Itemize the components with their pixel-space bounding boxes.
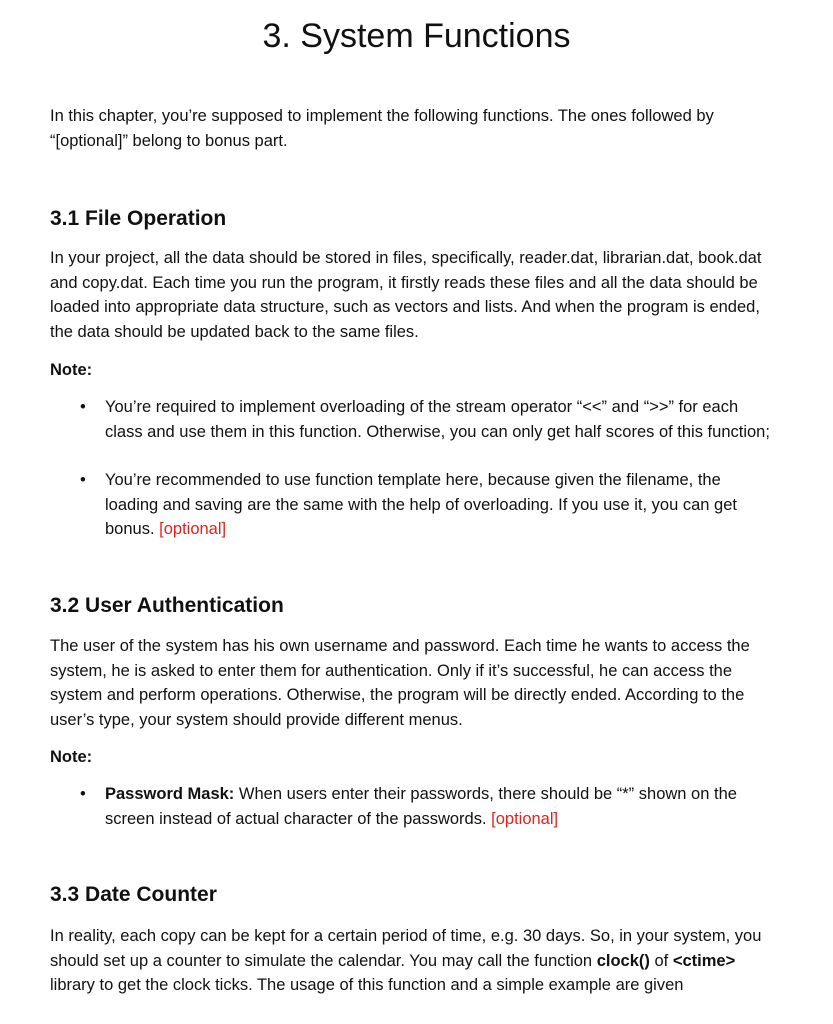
list-item-text <box>105 782 770 831</box>
list-item-text: You’re required to implement overloading of the stream operator “<<” and “>>” for each class and use them in this function. Otherwise, you can only get half scores of this function; <box>105 398 770 441</box>
ctime-library-name: <ctime> <box>672 951 736 970</box>
list-item-body: You’re recommended to use function template here, because given the filename, the loading and saving are the same with the help of overloading. If you use it, you can get bonus. <box>105 471 737 538</box>
note-label: Note: <box>50 748 93 766</box>
section-heading-file-operation: 3.1 File Operation <box>50 207 227 230</box>
date-counter-text-1: In reality, each copy can be kept for a certain period of time, e.g. 30 days. So, in your system, you should set up a counter to simulate the calendar. You may call the function <box>50 927 762 970</box>
note-label: Note: <box>50 361 93 379</box>
section-heading-date-counter: 3.3 Date Counter <box>50 883 217 906</box>
bullet-icon: • <box>80 785 86 803</box>
section-body-user-authentication: The user of the system has his own username and password. Each time he wants to access the system, he is asked to enter them for authentication. Only if it’s successful, he can access the system and perform operations. Otherwise, the program will be directly ended. According to the user’s type, your system should provide different menus. <box>50 637 750 729</box>
bullet-icon: • <box>80 471 86 489</box>
optional-tag: [optional] <box>491 809 559 828</box>
section-body-date-counter <box>50 924 765 998</box>
optional-tag: [optional] <box>159 520 227 538</box>
date-counter-text-3: library to get the clock ticks. The usage of this function and a simple example are given <box>50 976 684 994</box>
date-counter-text-2: of <box>654 951 669 970</box>
list-item <box>80 782 770 831</box>
list-item-body: When users enter their passwords, there should be “*” shown on the screen instead of actual character of the passwords. <box>105 785 737 828</box>
password-mask-label: Password Mask: <box>105 785 235 803</box>
page-title: 3. System Functions <box>262 17 571 55</box>
list-item <box>80 395 770 444</box>
intro-paragraph: In this chapter, you’re supposed to implement the following functions. The ones followed by “[optional]” belong to bonus part. <box>50 107 714 150</box>
clock-function-name: clock() <box>596 951 650 970</box>
list-item-text <box>105 468 770 542</box>
list-item <box>80 468 770 542</box>
section-body-file-operation: In your project, all the data should be stored in files, specifically, reader.dat, librarian.dat, book.dat and copy.dat. Each time you run the program, it firstly reads these files and all the data should be loaded into appropriate data structure, such as vectors and lists. And when the program is ended, the data should be updated back to the same files. <box>50 249 762 341</box>
section-heading-user-authentication: 3.2 User Authentication <box>50 594 284 617</box>
bullet-icon: • <box>80 398 86 416</box>
